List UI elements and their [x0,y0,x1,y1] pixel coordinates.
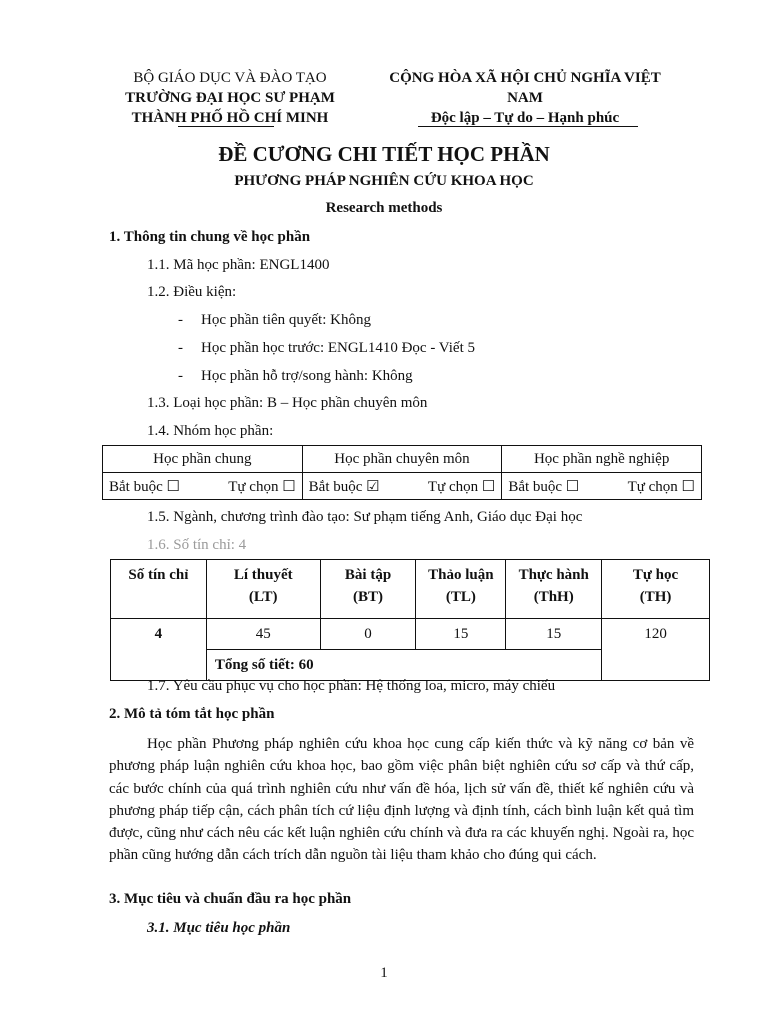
group-header-professional: Học phần nghề nghiệp [502,446,702,473]
value-exercise: 0 [320,619,416,650]
col-theory: Lí thuyết (LT) [206,560,320,619]
document-title: ĐỀ CƯƠNG CHI TIẾT HỌC PHẦN [218,142,550,166]
compulsory-checkbox: Bắt buộc ☑ [308,478,380,495]
group-header-general: Học phần chung [103,446,303,473]
bullet-dash: - [178,368,183,384]
credits: 1.6. Số tín chỉ: 4 [147,537,247,553]
course-title-en: Research methods [325,200,443,216]
corequisite: Học phần hỗ trợ/song hành: Không [201,368,413,384]
value-selfstudy: 120 [602,619,710,681]
program: 1.5. Ngành, chương trình đào tạo: Sư phạm tiếng Anh, Giáo dục Đại học [147,509,583,525]
group-cell-major [302,473,502,500]
elective-checkbox: Tự chọn ☐ [627,478,695,495]
course-type: 1.3. Loại học phần: B – Học phần chuyên môn [147,395,428,411]
compulsory-checkbox: Bắt buộc ☐ [109,478,180,495]
group-cell-professional [502,473,702,500]
credit-table [110,559,710,681]
course-description: Học phần Phương pháp nghiên cứu khoa học cung cấp kiến thức và kỹ năng cơ bản về phương pháp luận nghiên cứu khoa học, bao gồm việc phân biệt nghiên cứu sơ cấp và thứ cấp, các bước chính của quá trình nghiên cứu như vấn đề hóa, lịch sử vấn đề, thiết kế nghiên cứu và phương pháp tiếp cận, cách phân tích cứ liệu định lượng và định tính, cách bình luận kết quả tìm được, cũng như cách nêu các kết luận nghiên cứu chính và đưa ra các khuyến nghị. Ngoài ra, học phần cũng hướng dẫn cách trích dẫn nguồn tài liệu tham khảo cho đúng qui cách. [109,736,694,864]
ministry-name: BỘ GIÁO DỤC VÀ ĐÀO TẠO [133,70,327,86]
university-name: TRƯỜNG ĐẠI HỌC SƯ PHẠM [125,90,335,106]
group-header-major: Học phần chuyên môn [302,446,502,473]
col-selfstudy: Tự học (TH) [602,560,710,619]
prerequisite: Học phần tiên quyết: Không [201,312,371,328]
compulsory-checkbox: Bắt buộc ☐ [508,478,580,495]
course-title: PHƯƠNG PHÁP NGHIÊN CỨU KHOA HỌC [234,173,534,189]
conditions-label: 1.2. Điều kiện: [147,284,237,300]
course-group-label: 1.4. Nhóm học phần: [147,423,274,439]
value-theory: 45 [206,619,320,650]
university-city: THÀNH PHỐ HỒ CHÍ MINH [131,110,329,126]
col-practice: Thực hành (ThH) [506,560,602,619]
page-number: 1 [380,965,388,981]
header-underline-left [178,126,274,127]
col-discussion: Thảo luận (TL) [416,560,506,619]
requirements: 1.7. Yêu cầu phục vụ cho học phần: Hệ thống loa, micro, máy chiếu [147,678,556,694]
section-1-heading: 1. Thông tin chung về học phần [109,229,311,245]
ministry-header [100,68,360,128]
col-exercise: Bài tập (BT) [320,560,416,619]
header-underline-right [418,126,638,127]
elective-checkbox: Tự chọn ☐ [427,478,496,495]
prior-course: Học phần học trước: ENGL1410 Đọc - Viết 5 [201,340,475,356]
value-credits: 4 [111,619,207,681]
total-periods: Tổng số tiết: 60 [206,650,601,681]
section-2-heading: 2. Mô tả tóm tắt học phần [109,706,275,722]
republic-name-line2: NAM [507,90,543,106]
course-group-table [102,445,702,500]
value-discussion: 15 [416,619,506,650]
group-cell-general [103,473,303,500]
motto: Độc lập – Tự do – Hạnh phúc [430,110,620,126]
elective-checkbox: Tự chọn ☐ [228,478,296,495]
value-practice: 15 [506,619,602,650]
course-code: 1.1. Mã học phần: ENGL1400 [147,257,330,273]
section-3-1-heading: 3.1. Mục tiêu học phần [147,920,291,936]
section-3-heading: 3. Mục tiêu và chuẩn đầu ra học phần [109,891,352,907]
bullet-dash: - [178,312,183,328]
col-credits: Số tín chỉ [111,560,207,619]
republic-name-line1: CỘNG HÒA XÃ HỘI CHỦ NGHĨA VIỆT [389,70,661,86]
republic-header [360,68,690,128]
bullet-dash: - [178,340,183,356]
